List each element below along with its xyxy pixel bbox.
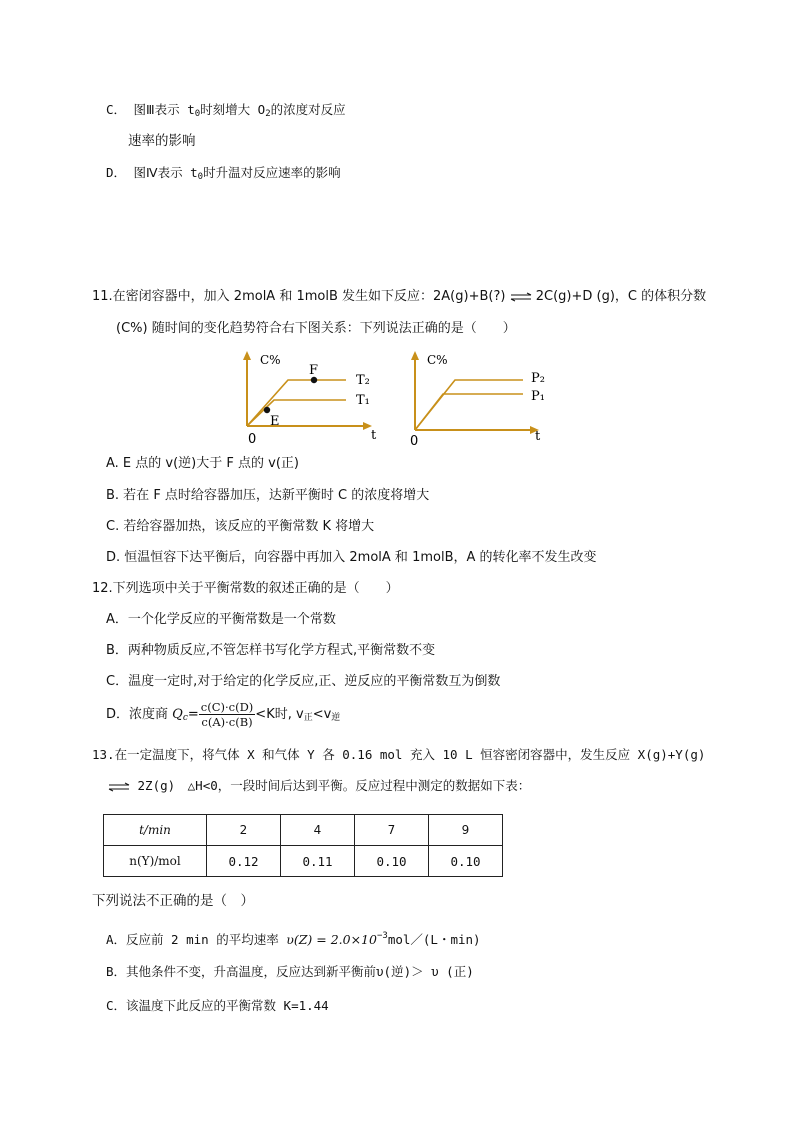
graph1-x-label: t: [371, 428, 377, 443]
q10-option-d: D． 图Ⅳ表示 $t_0$时升温对反应速率的影响: [106, 165, 341, 182]
table-header-ny: n(Y)/mol: [104, 846, 207, 877]
q12-option-b: B．两种物质反应,不管怎样书写化学方程式,平衡常数不变: [106, 643, 436, 658]
table-cell: 0.12: [207, 846, 281, 877]
q13-question: 下列说法不正确的是（ ）: [92, 893, 254, 909]
q11-option-a: A. E 点的 v(逆)大于 F 点的 v(正): [106, 456, 299, 471]
table-row: [104, 846, 503, 877]
graph2-curve-p1: P₁: [531, 389, 545, 404]
table-cell: 0.11: [281, 846, 355, 877]
table-cell: 4: [281, 815, 355, 846]
q10-option-c-cont: 速率的影响: [128, 133, 196, 149]
table-cell: 7: [355, 815, 429, 846]
q13-stem-line1: 13.在一定温度下，将气体 X 和气体 Y 各 0.16 mol 充入 10 L 恒容密闭容器中，发生反应 X(g)+Y(g): [92, 747, 706, 762]
graph1-y-label: C%: [260, 353, 281, 367]
equilibrium-arrow-icon: [108, 782, 130, 792]
table-header-time: t/min: [104, 815, 207, 846]
table-cell: 0.10: [355, 846, 429, 877]
q11-stem-line2: (C%) 随时间的变化趋势符合右下图关系：下列说法正确的是（ ）: [116, 321, 516, 336]
q11-stem-line1: 11.在密闭容器中，加入 2molA 和 1molB 发生如下反应：2A(g)+B(?) 2C(g)+D (g)，C 的体积分数: [92, 289, 707, 304]
graph2-x-label: t: [535, 429, 541, 444]
q10-option-c: C． 图Ⅲ表示 $t_0$时刻增大 $O_2$的浓度对反应: [106, 102, 346, 119]
graph1-origin: 0: [248, 432, 257, 446]
equilibrium-arrow-icon: [510, 292, 532, 302]
q13-option-a: A．反应前 2 min 的平均速率 $\upsilon(Z) = 2.0\times 10^{-3}mol/(L$・min): [106, 931, 481, 947]
point-e-marker: [264, 407, 270, 413]
graph2-curve-p2: P₂: [531, 371, 545, 386]
q13-option-b: B．其他条件不变，升高温度，反应达到新平衡前υ(逆)＞ υ (正): [106, 964, 474, 979]
q11-graph-temperature: [238, 348, 388, 446]
graph2-y-label: C%: [427, 353, 448, 367]
table-cell: 9: [429, 815, 503, 846]
q11-option-d: D. 恒温恒容下达平衡后，向容器中再加入 2molA 和 1molB，A 的转化率不发生改变: [106, 550, 597, 565]
q13-option-c: C．该温度下此反应的平衡常数 K=1.44: [106, 998, 329, 1013]
q12-option-c: C．温度一定时,对于给定的化学反应,正、逆反应的平衡常数互为倒数: [106, 674, 501, 689]
table-row: [104, 815, 503, 846]
concentration-quotient-fraction: $\frac{c(C)\cdot c(D)}{c(A)\cdot c(B)}$: [200, 700, 254, 729]
q12-option-a: A．一个化学反应的平衡常数是一个常数: [106, 612, 336, 627]
graph1-curve-t2: T₂: [356, 373, 370, 388]
q13-stem-line2: 2Z(g) △H<0，一段时间后达到平衡。反应过程中测定的数据如下表：: [108, 776, 530, 796]
graph1-label-e: E: [270, 414, 280, 429]
q12-option-d: D．浓度商 $Q_c=$ $\frac{c(C)\cdot c(D)}{c(A)\cdot c(B)}$ <K时, $v_正<v_逆$: [106, 700, 341, 729]
q11-option-c: C. 若给容器加热，该反应的平衡常数 K 将增大: [106, 519, 375, 534]
table-cell: 2: [207, 815, 281, 846]
q11-option-b: B. 若在 F 点时给容器加压，达新平衡时 C 的浓度将增大: [106, 488, 430, 503]
q12-stem: 12.下列选项中关于平衡常数的叙述正确的是（ ）: [92, 581, 399, 596]
graph2-origin: 0: [410, 434, 419, 446]
table-cell: 0.10: [429, 846, 503, 877]
graph1-curve-t1: T₁: [356, 393, 370, 408]
q13-data-table: [103, 814, 503, 877]
graph1-label-f: F: [309, 363, 319, 378]
q11-graph-pressure: [405, 348, 555, 446]
